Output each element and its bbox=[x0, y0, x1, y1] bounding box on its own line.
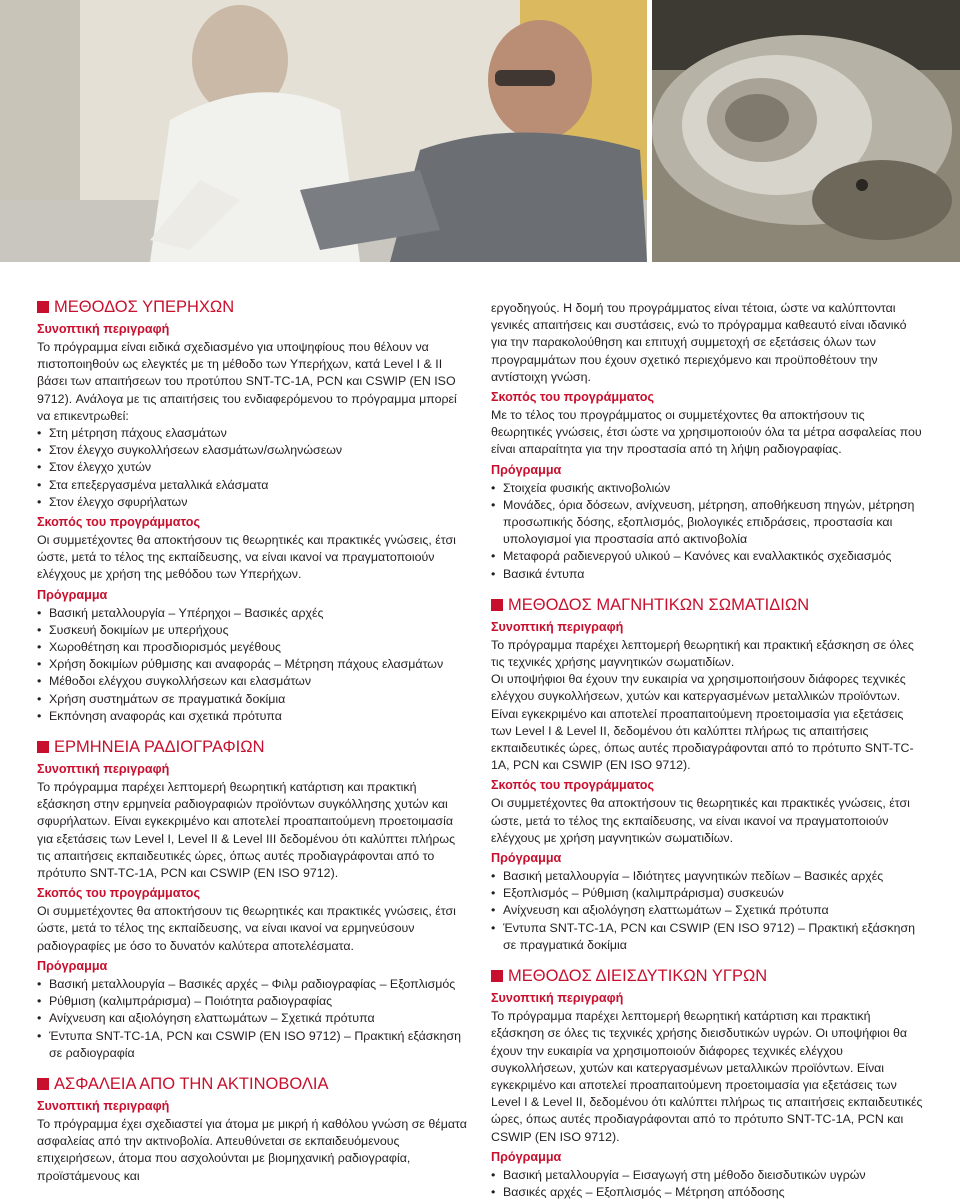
subheading-purpose: Σκοπός του προγράμματος bbox=[491, 778, 655, 793]
list-item: • Συσκευή δοκιμίων με υπερήχους bbox=[37, 622, 469, 639]
list-item: • Μονάδες, όρια δόσεων, ανίχνευση, μέτρηση, αποθήκευση πηγών, μέτρηση προσωπικής δόσης, εξοπλισμός, βιολογικές επιδράσεις, προστασία και υπολογισμοί για προστασία από ακτινοβολία bbox=[491, 497, 923, 549]
subheading-program: Πρόγραμμα bbox=[37, 587, 108, 602]
list-item: • Στον έλεγχο συγκολλήσεων ελασμάτων/σωληνώσεων bbox=[37, 442, 469, 459]
subheading-summary: Συνοπτική περιγραφή bbox=[491, 619, 624, 634]
program-list bbox=[37, 605, 469, 725]
list-item: • Βασικά έντυπα bbox=[491, 566, 923, 583]
section-title-text: ΜΕΘΟΔΟΣ ΔΙΕΙΣΔΥΤΙΚΩΝ ΥΓΡΩΝ bbox=[508, 967, 768, 986]
paragraph-continued: εργοδηγούς. Η δομή του προγράμματος είναι τέτοια, ώστε να καλύπτονται γενικές απαιτήσεις και συστάσεις, ενώ το πρόγραμμα καθεαυτό είναι ιδανικό για την παρακολούθηση και επιτυχή συμμετοχή σε εξετάσεις όλων των προγραμμάτων που έχουν σχετικό περιεχόμενο και προϋποθέτουν την αντίστοιχη γνώση. bbox=[491, 301, 907, 384]
subheading-program: Πρόγραμμα bbox=[37, 958, 108, 973]
program-list bbox=[491, 868, 923, 954]
section-title-text: ΜΕΘΟΔΟΣ ΥΠΕΡΗΧΩΝ bbox=[54, 298, 235, 316]
paragraph-summary: Το πρόγραμμα παρέχει λεπτομερή θεωρητική κατάρτιση και πρακτική εξάσκηση σε όλες τις τεχνικές χρήσης διεισδυτικών υγρών. Οι υποψήφιοι θα έχουν την ευκαιρία να χρησιμοποιούν διάφορες τεχνικές ελέγχου συγκολλήσεων, χυτών και κατεργασμένων μεταλλικών προϊόντων. Είναι εγκεκριμένο και αποτελεί προαπαιτούμενη προετοιμασία για εξετάσεις των Level I & Level II, δεδομένου ότι καλύπτει πλήρως τις απαιτήσεις εκπαιδευτικές ώρες, όπως αυτές προδιαγράφονται από το πρότυπο SNT-TC-1A, PCN και CSWIP (EN ISO 9712). bbox=[491, 1009, 923, 1144]
paragraph-summary: Το πρόγραμμα έχει σχεδιαστεί για άτομα με μικρή ή καθόλου γνώση σε θέματα ασφαλείας από την ακτινοβολία. Απευθύνεται σε εκπαιδευόμενους επιχειρήσεων, άτομα που ασχολούνται με βιομηχανική ραδιογραφία, προϊστάμενους και bbox=[37, 1116, 467, 1183]
section-title-penetrant bbox=[491, 965, 923, 987]
subheading-program: Πρόγραμμα bbox=[491, 851, 562, 866]
list-item: • Στον έλεγχο χυτών bbox=[37, 459, 469, 476]
right-column bbox=[491, 300, 923, 1201]
list-item: • Έντυπα SNT-TC-1A, PCN και CSWIP (EN ISO 9712) – Πρακτική εξάσκηση σε πραγματικά δοκίμια bbox=[491, 920, 923, 954]
list-item: • Βασική μεταλλουργία – Υπέρηχοι – Βασικές αρχές bbox=[37, 605, 469, 622]
paragraph-purpose: Οι συμμετέχοντες θα αποκτήσουν τις θεωρητικές και πρακτικές γνώσεις, έτσι ώστε, μετά το τέλος της εκπαίδευσης, να είναι ικανοί να πραγματοποιούν ελέγχους με χρήση μαγνητικών σωματιδίων. bbox=[491, 796, 910, 845]
subheading-program: Πρόγραμμα bbox=[491, 462, 562, 477]
paragraph-summary-2: Οι υποψήφιοι θα έχουν την ευκαιρία να χρησιμοποιήσουν διάφορες τεχνικές ελέγχου συγκολλήσεων, χυτών και κατεργασμένων μεταλλικών προϊόντων. bbox=[491, 672, 906, 704]
technicians-illustration bbox=[0, 0, 647, 262]
list-item: • Χρήση δοκιμίων ρύθμισης και αναφοράς – Μέτρηση πάχους ελασμάτων bbox=[37, 656, 469, 673]
list-item: • Στα επεξεργασμένα μεταλλικά ελάσματα bbox=[37, 477, 469, 494]
list-item: • Χρήση συστημάτων σε πραγματικά δοκίμια bbox=[37, 691, 469, 708]
paragraph-summary: Το πρόγραμμα παρέχει λεπτομερή θεωρητική κατάρτιση και πρακτική εξάσκηση στην ερμηνεία ραδιογραφιών προϊόντων συγκόλλησης χυτών και σφυρήλατων. Είναι εγκεκριμένο και αποτελεί προαπαιτούμενη προετοιμασία για εξετάσεις των Level I, Level II & Level III δεδομένου ότι καλύπτει πλήρως τις απαιτήσεις εκπαιδευτικές ώρες, όπως αυτές προδιαγράφονται από το πρότυπο SNT-TC-1A, PCN και CSWIP (EN ISO 9712). bbox=[37, 780, 456, 881]
list-item: • Μέθοδοι ελέγχου συγκολλήσεων και ελασμάτων bbox=[37, 673, 469, 690]
subheading-summary: Συνοπτική περιγραφή bbox=[37, 322, 170, 336]
paragraph-summary: Το πρόγραμμα παρέχει λεπτομερή θεωρητική και πρακτική εξάσκηση σε όλες τις τεχνικές χρήσης μαγνητικών σωματιδίων. bbox=[491, 637, 914, 670]
photo-metal-shaft-closeup bbox=[652, 0, 960, 262]
subheading-program: Πρόγραμμα bbox=[491, 1149, 562, 1164]
list-item: • Μεταφορά ραδιενεργού υλικού – Κανόνες και εναλλακτικός σχεδιασμός bbox=[491, 548, 923, 565]
subheading-purpose: Σκοπός του προγράμματος bbox=[491, 390, 655, 405]
subheading-purpose: Σκοπός του προγράμματος bbox=[37, 886, 201, 901]
paragraph-summary: Το πρόγραμμα είναι ειδικά σχεδιασμένο για υποψηφίους που θέλουν να πιστοποιηθούν ως ελεγκτές με τη μέθοδο των Υπερήχων, κατά Level I & II βάσει των απαιτήσεων του προτύπου SNT-TC-1A, PCN και CSWIP (EN ISO 9712). Ανάλογα με τις απαιτήσεις του ενδιαφερόμενου το πρόγραμμα μπορεί να επικεντρωθεί: bbox=[37, 340, 457, 423]
left-column bbox=[37, 296, 469, 1185]
list-item: • Χωροθέτηση και προσδιορισμός μεγέθους bbox=[37, 639, 469, 656]
metal-shaft-illustration bbox=[652, 0, 960, 262]
list-item: • Ρύθμιση (καλιμπράρισμα) – Ποιότητα ραδιογραφίας bbox=[37, 993, 469, 1010]
list-item: • Ανίχνευση και αξιολόγηση ελαττωμάτων – Σχετικά πρότυπα bbox=[491, 902, 923, 919]
list-item: • Στοιχεία φυσικής ακτινοβολιών bbox=[491, 480, 923, 497]
subheading-summary: Συνοπτική περιγραφή bbox=[37, 762, 170, 777]
program-list bbox=[37, 976, 469, 1062]
section-title-ultrasonic bbox=[37, 296, 469, 318]
program-list bbox=[491, 1167, 923, 1201]
section-title-radiation-safety bbox=[37, 1073, 469, 1095]
program-list bbox=[491, 480, 923, 583]
list-item: • Εξοπλισμός – Ρύθμιση (καλιμπράρισμα) συσκευών bbox=[491, 885, 923, 902]
section-title-magnetic-particles bbox=[491, 594, 923, 616]
subheading-purpose: Σκοπός του προγράμματος bbox=[37, 515, 201, 530]
red-square-icon bbox=[37, 1078, 49, 1090]
paragraph-purpose: Οι συμμετέχοντες θα αποκτήσουν τις θεωρητικές και πρακτικές γνώσεις, έτσι ώστε, μετά το τέλος της εκπαίδευσης, να είναι ικανοί να ερμηνεύσουν ραδιογραφίες με όσο το δυνατόν καλύτερα αποτελέσματα. bbox=[37, 904, 456, 953]
list-item: • Βασική μεταλλουργία – Ιδιότητες μαγνητικών πεδίων – Βασικές αρχές bbox=[491, 868, 923, 885]
paragraph-summary-3: Είναι εγκεκριμένο και αποτελεί προαπαιτούμενη προετοιμασία για εξετάσεις των Level I & Level II, δεδομένου ότι καλύπτει πλήρως τις απαιτήσεις εκπαιδευτικές ώρες, όπως αυτές προδιαγράφονται από το πρότυπο SNT-TC-1A, PCN και CSWIP (EN ISO 9712). bbox=[491, 706, 914, 773]
paragraph-purpose: Οι συμμετέχοντες θα αποκτήσουν τις θεωρητικές και πρακτικές γνώσεις, έτσι ώστε, μετά το τέλος της εκπαίδευσης, να είναι ικανοί να πραγματοποιούν ελέγχους με χρήση της μεθόδου των Υπερήχων. bbox=[37, 533, 456, 582]
subheading-summary: Συνοπτική περιγραφή bbox=[491, 991, 624, 1006]
list-item: • Βασική μεταλλουργία – Βασικές αρχές – Φιλμ ραδιογραφίας – Εξοπλισμός bbox=[37, 976, 469, 993]
section-title-text: ΑΣΦΑΛΕΙΑ ΑΠΟ ΤΗΝ ΑΚΤΙΝΟΒΟΛΙΑ bbox=[54, 1074, 329, 1093]
focus-list bbox=[37, 425, 469, 511]
subheading-summary: Συνοπτική περιγραφή bbox=[37, 1098, 170, 1113]
photo-strip bbox=[0, 0, 960, 262]
section-title-radiography bbox=[37, 736, 469, 758]
paragraph-purpose: Με το τέλος του προγράμματος οι συμμετέχοντες θα αποκτήσουν τις θεωρητικές γνώσεις, έτσι ώστε να χρησιμοποιούν όλα τα μέτρα ασφαλείας που είναι απαραίτητα για την προστασία από τη λήψη ραδιογραφίας. bbox=[491, 408, 922, 457]
red-square-icon bbox=[491, 970, 503, 982]
red-square-icon bbox=[491, 599, 503, 611]
red-square-icon bbox=[37, 301, 49, 313]
list-item: • Εκπόνηση αναφοράς και σχετικά πρότυπα bbox=[37, 708, 469, 725]
list-item: • Βασική μεταλλουργία – Εισαγωγή στη μέθοδο διεισδυτικών υγρών bbox=[491, 1167, 923, 1184]
red-square-icon bbox=[37, 741, 49, 753]
section-title-text: ΕΡΜΗΝΕΙΑ ΡΑΔΙΟΓΡΑΦΙΩΝ bbox=[54, 738, 265, 757]
list-item: • Έντυπα SNT-TC-1A, PCN και CSWIP (EN ISO 9712) – Πρακτική εξάσκηση σε ραδιογραφία bbox=[37, 1028, 469, 1062]
section-title-text: ΜΕΘΟΔΟΣ ΜΑΓΝΗΤΙΚΩΝ ΣΩΜΑΤΙΔΙΩΝ bbox=[508, 595, 810, 614]
list-item: • Ανίχνευση και αξιολόγηση ελαττωμάτων – Σχετικά πρότυπα bbox=[37, 1010, 469, 1027]
list-item: • Στη μέτρηση πάχους ελασμάτων bbox=[37, 425, 469, 442]
list-item: • Βασικές αρχές – Εξοπλισμός – Μέτρηση απόδοσης bbox=[491, 1184, 923, 1201]
list-item: • Στον έλεγχο σφυρήλατων bbox=[37, 494, 469, 511]
photo-technicians-ultrasonic-testing bbox=[0, 0, 647, 262]
